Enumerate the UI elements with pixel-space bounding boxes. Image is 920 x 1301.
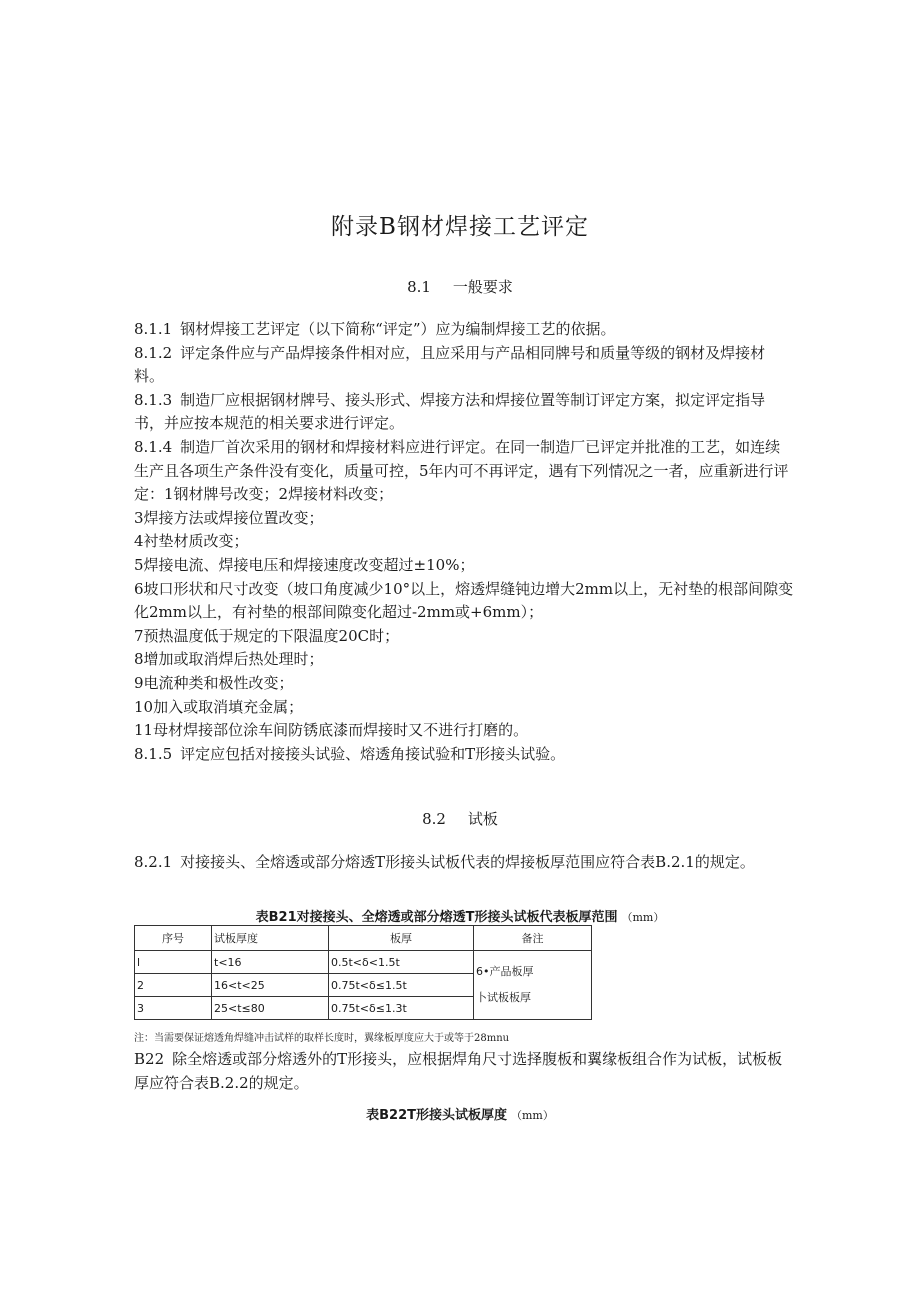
list-item: 5焊接电流、焊接电压和焊接速度改变超过±10%；: [134, 555, 475, 574]
clause-text: 评定条件应与产品焊接条件相对应，且应采用与产品相同牌号和质量等级的钢材及焊接材料。: [134, 343, 766, 386]
table-unit: （mm）: [511, 1109, 554, 1122]
clause-number: 8.2.1: [134, 853, 173, 871]
cell-thickness-range: 0.75t<δ≤1.3t: [329, 997, 474, 1020]
cell-plate-thickness: t<16: [212, 951, 329, 974]
table-b21-caption: [0, 906, 920, 925]
page-title: 附录B钢材焊接工艺评定: [331, 214, 589, 240]
section-title: 一般要求: [452, 278, 513, 296]
clause-8-1-3: [134, 389, 794, 436]
header-seq: 序号: [135, 926, 212, 951]
clause-text: 评定应包括对接接头试验、熔透角接试验和T形接头试验。: [180, 744, 566, 763]
clause-8-1-1: [134, 318, 794, 342]
table-b22-caption: [0, 1104, 920, 1123]
clause-number: 8.1.4: [134, 437, 173, 456]
clause-b22: [134, 1048, 794, 1095]
table-unit: （mm）: [621, 911, 665, 924]
cell-plate-thickness: 25<t≤80: [212, 997, 329, 1020]
clause-8-1-2: [134, 342, 794, 389]
section-8-1-body: [134, 318, 794, 766]
table-caption-text: 表B21对接接头、全熔透或部分熔透T形接头试板代表板厚范围: [255, 910, 618, 925]
clause-8-2-1: [134, 851, 794, 875]
clause-text: 制造厂首次采用的钢材和焊接材料应进行评定。在同一制造厂已评定并批准的工艺，如连续生产且各项生产条件没有变化，质量可控，5年内可不再评定，遇有下列情况之一者，应重新进行评定：1钢材牌号改变；2焊接材料改变；: [134, 437, 789, 504]
list-item: 3焊接方法或焊接位置改变；: [134, 508, 324, 527]
table-note: 注：当需要保证熔透角焊缝冲击试样的取样长度时，翼缘板厚度应大于或等于28mnu: [134, 1033, 510, 1044]
clause-number: 8.1.5: [134, 744, 173, 763]
clause-number: B22: [134, 1050, 165, 1068]
cell-seq: l: [135, 951, 212, 974]
cell-thickness-range: 0.75t<δ≤1.5t: [329, 974, 474, 997]
section-number: 8.1: [407, 278, 431, 296]
list-item: 4衬垫材质改变；: [134, 532, 249, 551]
header-remark: 备注: [474, 926, 592, 951]
list-item: 8增加或取消焊后热处理时；: [134, 650, 324, 669]
table-row: [135, 951, 592, 974]
clause-number: 8.1.1: [134, 320, 173, 338]
clause-text: 除全熔透或部分熔透外的T形接头，应根据焊角尺寸选择腹板和翼缘板组合作为试板，试板板厚应符合表B.2.2的规定。: [134, 1050, 783, 1092]
section-number: 8.2: [422, 810, 446, 828]
cell-seq: 2: [135, 974, 212, 997]
clause-text: 钢材焊接工艺评定（以下简称“评定”）应为编制焊接工艺的依据。: [180, 320, 616, 338]
list-item: 7预热温度低于规定的下限温度20C时；: [134, 626, 400, 645]
table-caption-text: 表B22T形接头试板厚度: [366, 1108, 507, 1123]
list-item: 11母材焊接部位涂车间防锈底漆而焊接时又不进行打磨的。: [134, 721, 529, 740]
list-item: 6坡口形状和尺寸改变（坡口角度减少10°以上，熔透焊缝钝边增大2mm以上，无衬垫的根部间隙变化2mm以上，有衬垫的根部间隙变化超过-2mm或+6mm）；: [134, 579, 794, 622]
clause-8-1-5: [134, 743, 794, 767]
cell-seq: 3: [135, 997, 212, 1020]
clause-number: 8.1.3: [134, 390, 173, 409]
clause-text: 对接接头、全熔透或部分熔透T形接头试板代表的焊接板厚范围应符合表B.2.1的规定。: [180, 853, 755, 871]
clause-number: 8.1.2: [134, 343, 173, 362]
header-plate-thickness: 试板厚度: [212, 926, 329, 951]
remark-line: 6•产品板厚: [476, 965, 534, 978]
list-item: 9电流种类和极性改变；: [134, 673, 294, 692]
cell-thickness-range: 0.5t<δ<1.5t: [329, 951, 474, 974]
list-item: 10加入或取消填充金属；: [134, 697, 304, 716]
remark-line: 卜试板板厚: [476, 991, 531, 1004]
header-thickness: 板厚: [329, 926, 474, 951]
section-title: 试板: [467, 810, 498, 828]
section-heading-8-1: [0, 276, 920, 297]
cell-plate-thickness: 16<t<25: [212, 974, 329, 997]
section-heading-8-2: [0, 808, 920, 829]
table-b21: [134, 925, 592, 1020]
cell-remark: [474, 951, 592, 1020]
clause-8-1-4: [134, 436, 794, 507]
clause-text: 制造厂应根据钢材牌号、接头形式、焊接方法和焊接位置等制订评定方案，拟定评定指导书，并应按本规范的相关要求进行评定。: [134, 390, 766, 433]
table-header-row: [135, 926, 592, 951]
